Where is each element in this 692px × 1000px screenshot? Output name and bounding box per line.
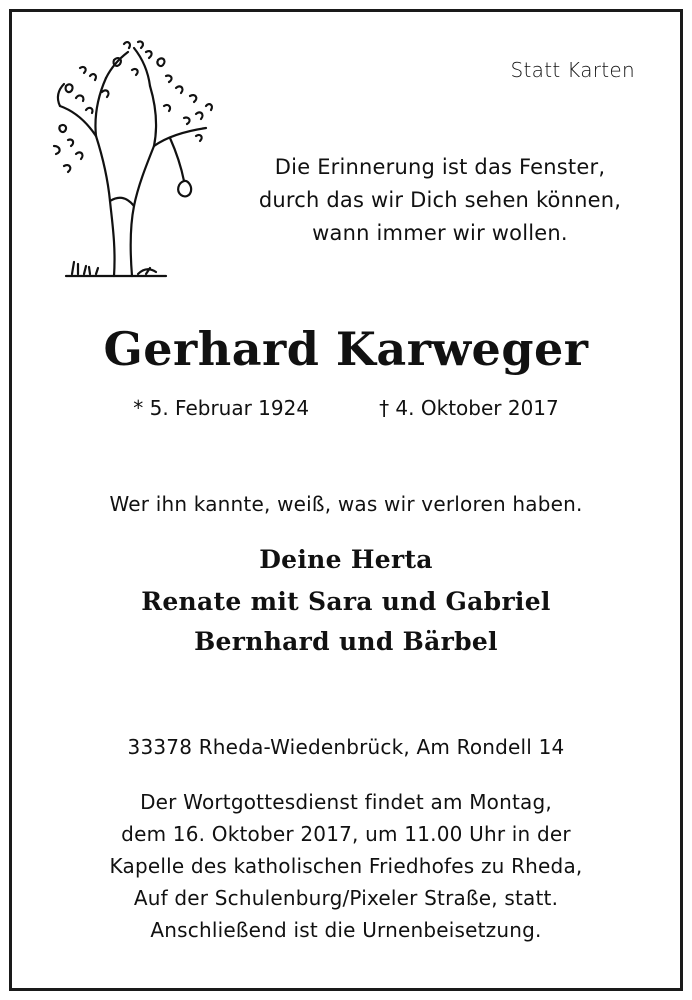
tree-icon bbox=[46, 36, 226, 286]
saying-text: Wer ihn kannte, weiß, was wir verloren haben. bbox=[109, 492, 583, 516]
life-dates bbox=[0, 396, 692, 420]
birth-date: * 5. Februar 1924 bbox=[133, 396, 310, 420]
header-statt-karten: Statt Karten bbox=[510, 58, 635, 82]
quote-line-3: wann immer wir wollen. bbox=[312, 221, 568, 245]
service-line-4: Auf der Schulenburg/Pixeler Straße, statt. bbox=[133, 886, 559, 910]
address-text: 33378 Rheda-Wiedenbrück, Am Rondell 14 bbox=[127, 735, 565, 759]
quote-line-1: Die Erinnerung ist das Fenster, bbox=[274, 155, 606, 179]
family-line-1: Deine Herta bbox=[259, 545, 433, 574]
service-line-1: Der Wortgottesdienst findet am Montag, bbox=[140, 790, 552, 814]
quote-line-2: durch das wir Dich sehen können, bbox=[258, 188, 622, 212]
family-line-2: Renate mit Sara und Gabriel bbox=[141, 587, 551, 616]
service-line-2: dem 16. Oktober 2017, um 11.00 Uhr in der bbox=[121, 822, 571, 846]
family-line-3: Bernhard und Bärbel bbox=[194, 627, 498, 656]
deceased-name: Gerhard Karweger bbox=[103, 322, 589, 376]
service-line-3: Kapelle des katholischen Friedhofes zu Rheda, bbox=[109, 854, 583, 878]
service-line-5: Anschließend ist die Urnenbeisetzung. bbox=[150, 918, 542, 942]
death-date: † 4. Oktober 2017 bbox=[379, 396, 559, 420]
